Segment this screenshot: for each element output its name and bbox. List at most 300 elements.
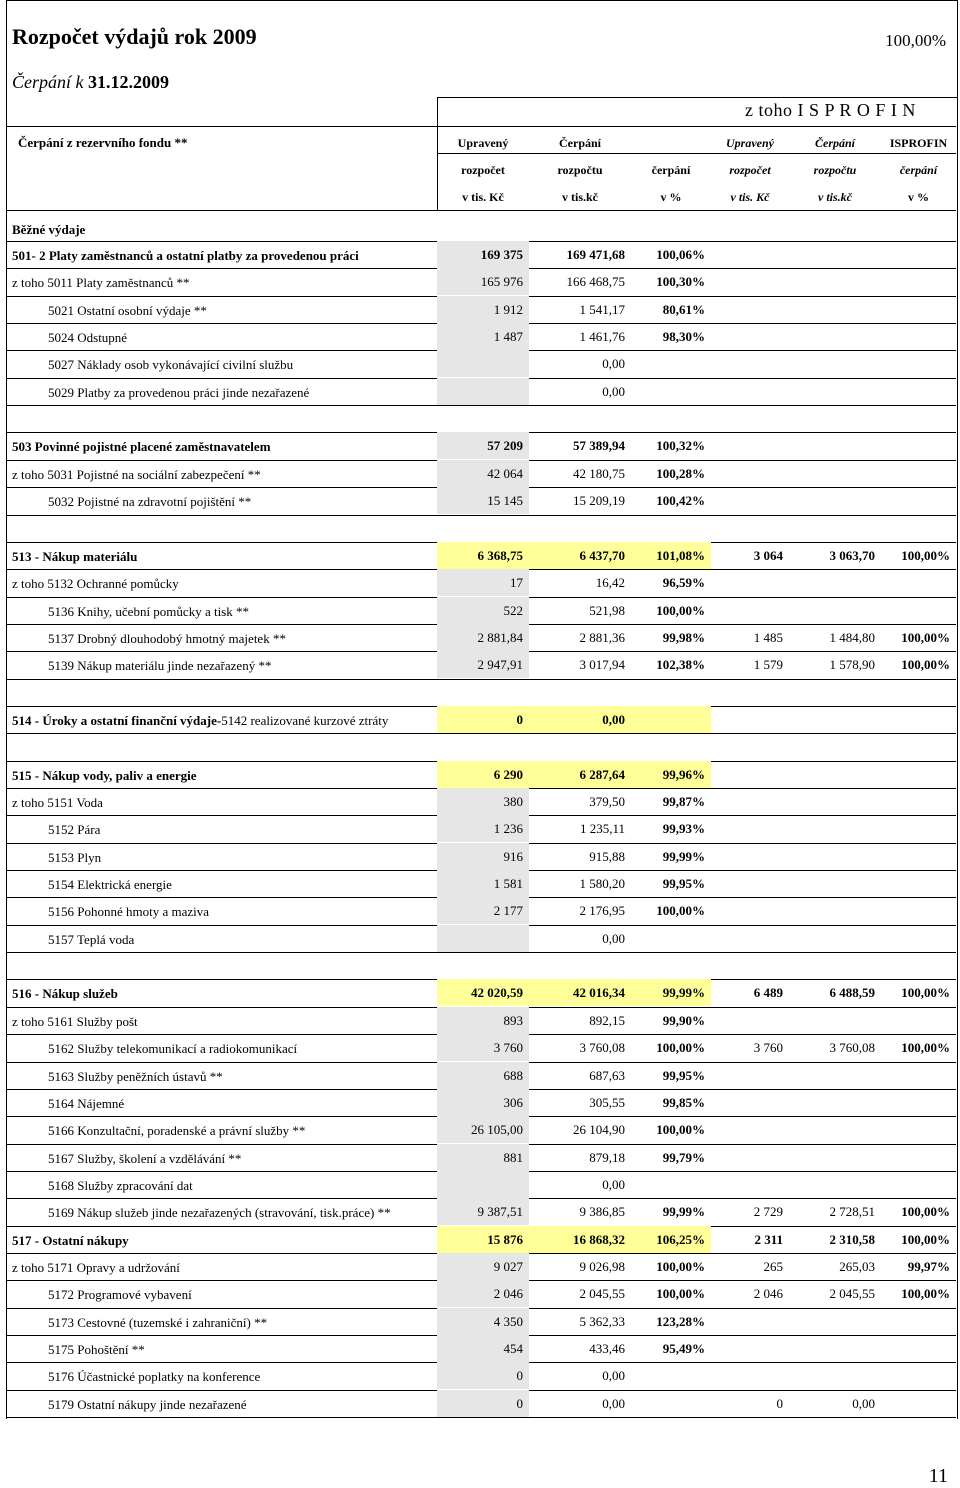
cell-c2: 26 104,90 xyxy=(573,1122,625,1137)
cell-c3 xyxy=(631,350,711,377)
cell-c1 xyxy=(437,1171,529,1198)
row-label-text: 5169 Nákup služeb jinde nezařazených (stravování, tisk.práce) ** xyxy=(48,1205,391,1220)
table-row xyxy=(6,925,956,952)
cell-c2: 15 209,19 xyxy=(573,493,625,508)
row-label-text: 5157 Teplá voda xyxy=(48,932,135,947)
row-label xyxy=(48,1178,193,1194)
row-label-text: 5137 Drobný dlouhodobý hmotný majetek ** xyxy=(48,631,286,646)
table-row xyxy=(6,1390,956,1417)
row-label xyxy=(12,248,359,264)
cell-c5 xyxy=(789,925,881,952)
cell-c3: 100,32% xyxy=(656,438,705,453)
table-row xyxy=(6,378,956,405)
cell-c1: 17 xyxy=(437,569,529,596)
table-row xyxy=(6,815,956,842)
cell-c1: 1 912 xyxy=(437,296,529,323)
cell-c2: 6 287,64 xyxy=(529,761,631,788)
table-row xyxy=(6,268,956,295)
cell-c1: 169 375 xyxy=(437,241,529,268)
row-label xyxy=(12,1014,138,1030)
cell-c1: 9 387,51 xyxy=(437,1198,529,1225)
cell-c1: 6 368,75 xyxy=(437,542,529,569)
cell-c1: 306 xyxy=(437,1089,529,1116)
cell-c5: 2 310,58 xyxy=(829,1232,875,1247)
cell-c6 xyxy=(881,432,956,459)
cell-c6 xyxy=(881,1308,956,1335)
reserve-label: Čerpání z rezervního fondu ** xyxy=(18,135,188,150)
cell-c6 xyxy=(881,1007,956,1034)
cell-c2: 0,00 xyxy=(602,1396,625,1411)
row-label-text: 5173 Cestovné (tuzemské i zahraniční) ** xyxy=(48,1315,268,1330)
cell-c1: 9 027 xyxy=(437,1253,529,1280)
cell-c1: 57 209 xyxy=(437,432,529,459)
cell-c3 xyxy=(631,1362,711,1389)
cell-c3: 100,30% xyxy=(656,274,705,289)
cell-c4 xyxy=(711,432,789,459)
table-row xyxy=(6,870,956,897)
row-divider xyxy=(6,679,956,680)
cell-c5 xyxy=(789,1335,881,1362)
cell-c6 xyxy=(881,296,956,323)
cell-c4 xyxy=(711,1362,789,1389)
cell-c4 xyxy=(711,460,789,487)
divider xyxy=(437,153,956,154)
row-divider xyxy=(6,733,956,734)
row-label-text: z toho 5161 Služby pošt xyxy=(12,1014,138,1029)
table-row xyxy=(6,1280,956,1307)
cell-c4 xyxy=(711,323,789,350)
page-number: 11 xyxy=(928,1465,948,1487)
table-row xyxy=(6,241,956,268)
row-label xyxy=(48,330,127,346)
cell-c3: 99,99% xyxy=(662,1204,705,1219)
row-label xyxy=(12,576,179,592)
cell-c5 xyxy=(789,378,881,405)
row-label-text: 5166 Konzultační, poradenské a právní služby ** xyxy=(48,1123,306,1138)
row-label xyxy=(48,303,207,319)
table-row xyxy=(6,1362,956,1389)
table-row xyxy=(6,432,956,459)
cell-c3: 101,08% xyxy=(631,542,711,569)
row-label-text: z toho 5031 Pojistné na sociální zabezpečení ** xyxy=(12,467,261,482)
cell-c5 xyxy=(789,432,881,459)
row-label xyxy=(48,1096,124,1112)
cell-c3: 100,00% xyxy=(656,903,705,918)
row-label-text: 5024 Odstupné xyxy=(48,330,128,345)
cell-c3: 98,30% xyxy=(662,329,705,344)
cell-c3: 106,25% xyxy=(631,1226,711,1253)
subtitle xyxy=(12,72,169,93)
cell-c6 xyxy=(881,1089,956,1116)
hdr-cerpani-isprofin-pct: čerpání xyxy=(899,163,938,177)
cell-c3: 99,99% xyxy=(662,849,705,864)
cell-c2: 915,88 xyxy=(589,849,625,864)
cell-c1: 15 145 xyxy=(437,487,529,514)
row-label xyxy=(12,768,197,784)
cell-c5 xyxy=(789,597,881,624)
cell-c4 xyxy=(711,843,789,870)
cell-c5 xyxy=(789,1089,881,1116)
cell-c6: 99,97% xyxy=(907,1259,950,1274)
cell-c4: 2 311 xyxy=(754,1232,783,1247)
row-divider xyxy=(6,1417,956,1418)
cell-c2: 2 176,95 xyxy=(579,903,625,918)
cell-c1: 688 xyxy=(437,1062,529,1089)
cell-c2: 0,00 xyxy=(602,356,625,371)
cell-c5 xyxy=(789,897,881,924)
row-divider xyxy=(6,515,956,516)
cell-c3 xyxy=(631,1390,711,1417)
row-label-text: 514 - Úroky a ostatní finanční výdaje- xyxy=(12,713,222,728)
cell-c5: 265,03 xyxy=(839,1259,875,1274)
table-row xyxy=(6,1116,956,1143)
cell-c4 xyxy=(711,1308,789,1335)
row-label xyxy=(12,467,261,483)
table-row xyxy=(6,651,956,678)
cell-c5 xyxy=(789,296,881,323)
cell-c1: 1 487 xyxy=(437,323,529,350)
cell-c4 xyxy=(711,241,789,268)
row-label xyxy=(48,357,293,373)
cell-c1: 380 xyxy=(437,788,529,815)
cell-c1: 15 876 xyxy=(437,1226,529,1253)
cell-c5 xyxy=(789,1144,881,1171)
table-row xyxy=(6,843,956,870)
row-label-text: 5163 Služby peněžních ústavů ** xyxy=(48,1069,223,1084)
cell-c6 xyxy=(881,1390,956,1417)
cell-c5 xyxy=(789,569,881,596)
row-label-text: z toho 5011 Platy zaměstnanců ** xyxy=(12,275,190,290)
cell-c1: 2 947,91 xyxy=(437,651,529,678)
row-label xyxy=(48,1315,267,1331)
row-label xyxy=(48,904,209,920)
cell-c4 xyxy=(711,897,789,924)
table-row xyxy=(6,1308,956,1335)
cell-c6 xyxy=(881,350,956,377)
cell-c5 xyxy=(789,460,881,487)
row-label-text: 5152 Pára xyxy=(48,822,101,837)
cell-c1: 522 xyxy=(437,597,529,624)
cell-c6: 100,00% xyxy=(901,630,950,645)
cell-c1: 42 064 xyxy=(437,460,529,487)
row-label xyxy=(48,850,101,866)
row-label-text: 5176 Účastnické poplatky na konference xyxy=(48,1369,261,1384)
cell-c1: 2 177 xyxy=(437,897,529,924)
cell-c3: 99,87% xyxy=(662,794,705,809)
cell-c2: 1 235,11 xyxy=(579,821,625,836)
row-label xyxy=(12,439,271,455)
cell-c6: 100,00% xyxy=(901,1286,950,1301)
row-label-text: 5164 Nájemné xyxy=(48,1096,125,1111)
cell-c2: 0,00 xyxy=(529,706,631,733)
row-label-text: 5167 Služby, školení a vzdělávání ** xyxy=(48,1151,242,1166)
cell-c6 xyxy=(881,870,956,897)
row-label xyxy=(48,1205,391,1221)
cell-c1: 0 xyxy=(437,706,529,733)
row-label xyxy=(12,275,190,291)
cell-c3: 100,00% xyxy=(656,1286,705,1301)
cell-c6 xyxy=(881,761,956,788)
row-label xyxy=(48,385,309,401)
cell-c1: 3 760 xyxy=(437,1034,529,1061)
row-label xyxy=(48,1342,145,1358)
row-label xyxy=(48,1041,297,1057)
cell-c1: 2 881,84 xyxy=(437,624,529,651)
cell-c5 xyxy=(789,843,881,870)
cell-c4 xyxy=(711,597,789,624)
cell-c5 xyxy=(789,323,881,350)
cell-c4: 3 760 xyxy=(753,1040,783,1055)
row-label-text: 5175 Pohoštění ** xyxy=(48,1342,145,1357)
table-row xyxy=(6,1226,956,1253)
cell-c6 xyxy=(881,597,956,624)
cell-c4: 1 485 xyxy=(753,630,783,645)
cell-c3: 100,00% xyxy=(656,1122,705,1137)
cell-c2: 9 026,98 xyxy=(579,1259,625,1274)
cell-c4 xyxy=(711,1116,789,1143)
hdr-rozpoctu-isprofin: rozpočtu xyxy=(813,163,857,177)
row-label-text: 517 - Ostatní nákupy xyxy=(12,1233,129,1248)
hdr-isprofin: ISPROFIN xyxy=(889,136,948,150)
cell-c4 xyxy=(711,268,789,295)
cell-c4 xyxy=(711,788,789,815)
cell-c4 xyxy=(711,487,789,514)
row-label xyxy=(48,604,249,620)
row-label xyxy=(12,986,118,1002)
cell-c1: 1 236 xyxy=(437,815,529,842)
cell-c6 xyxy=(881,1116,956,1143)
cell-c5 xyxy=(789,815,881,842)
cell-c3: 102,38% xyxy=(656,657,705,672)
cell-c4 xyxy=(711,1062,789,1089)
row-label-text: 5032 Pojistné na zdravotní pojištění ** xyxy=(48,494,252,509)
cell-c3: 99,95% xyxy=(662,876,705,891)
cell-c2: 2 881,36 xyxy=(579,630,625,645)
hdr-unit-5: v tis.kč xyxy=(818,190,852,204)
cell-c6 xyxy=(881,378,956,405)
cell-c5 xyxy=(789,487,881,514)
cell-c5: 1 578,90 xyxy=(829,657,875,672)
cell-c1: 4 350 xyxy=(437,1308,529,1335)
cell-c4 xyxy=(711,1007,789,1034)
cell-c3: 99,85% xyxy=(662,1095,705,1110)
hdr-rozpoctu: rozpočtu xyxy=(557,163,603,177)
cell-c4 xyxy=(711,706,789,733)
cell-c4: 6 489 xyxy=(753,985,783,1000)
cell-c5 xyxy=(789,761,881,788)
row-label xyxy=(12,795,103,811)
cell-c6 xyxy=(881,460,956,487)
cell-c2: 433,46 xyxy=(589,1341,625,1356)
cell-c2: 3 017,94 xyxy=(579,657,625,672)
cell-c3: 96,59% xyxy=(662,575,705,590)
cell-c5: 1 484,80 xyxy=(829,630,875,645)
cell-c6 xyxy=(881,815,956,842)
cell-c5 xyxy=(789,350,881,377)
cell-c3 xyxy=(631,378,711,405)
cell-c5: 3 063,70 xyxy=(829,548,875,563)
table-row xyxy=(6,1062,956,1089)
cell-c3: 100,42% xyxy=(656,493,705,508)
cell-c5: 0,00 xyxy=(852,1396,875,1411)
cell-c2: 166 468,75 xyxy=(566,274,625,289)
cell-c1: 881 xyxy=(437,1144,529,1171)
cell-c4: 0 xyxy=(776,1396,783,1411)
cell-c5 xyxy=(789,1362,881,1389)
hdr-unit-4: v tis. Kč xyxy=(730,190,770,204)
divider xyxy=(6,210,956,211)
cell-c4 xyxy=(711,815,789,842)
row-label xyxy=(48,822,100,838)
cell-c6 xyxy=(881,1062,956,1089)
cell-c5 xyxy=(789,706,881,733)
row-divider xyxy=(6,405,956,406)
cell-c2: 379,50 xyxy=(589,794,625,809)
cell-c1: 1 581 xyxy=(437,870,529,897)
cell-c5 xyxy=(789,1007,881,1034)
row-label-text: 5027 Náklady osob vykonávající civilní službu xyxy=(48,357,294,372)
z-toho-isprofin: z toho I S P R O F I N xyxy=(745,100,916,120)
cell-c1: 42 020,59 xyxy=(437,979,529,1006)
cell-c5 xyxy=(789,268,881,295)
row-label-text: 5139 Nákup materiálu jinde nezařazený ** xyxy=(48,658,272,673)
cell-c6: 100,00% xyxy=(901,1232,950,1247)
row-label-text: 5153 Plyn xyxy=(48,850,102,865)
cell-c6 xyxy=(881,1335,956,1362)
row-label-text: 5021 Ostatní osobní výdaje ** xyxy=(48,303,207,318)
cell-c6: 100,00% xyxy=(901,1204,950,1219)
cell-c3 xyxy=(631,706,711,733)
table-row xyxy=(6,1089,956,1116)
cell-c3: 99,99% xyxy=(631,979,711,1006)
row-label xyxy=(12,713,388,729)
cell-c5 xyxy=(789,241,881,268)
hdr-unit-1: v tis. Kč xyxy=(462,190,504,204)
cell-c1: 454 xyxy=(437,1335,529,1362)
cell-c5 xyxy=(789,1062,881,1089)
cell-c6 xyxy=(881,241,956,268)
cell-c3: 95,49% xyxy=(662,1341,705,1356)
cell-c5: 2 045,55 xyxy=(829,1286,875,1301)
cell-c6 xyxy=(881,788,956,815)
cell-c2: 42 016,34 xyxy=(529,979,631,1006)
cell-c6 xyxy=(881,569,956,596)
cell-c2: 305,55 xyxy=(589,1095,625,1110)
cell-c6: 100,00% xyxy=(901,548,950,563)
cell-c5: 2 728,51 xyxy=(829,1204,875,1219)
table-row xyxy=(6,350,956,377)
cell-c6 xyxy=(881,268,956,295)
table-row xyxy=(6,979,956,1006)
row-label xyxy=(48,1287,192,1303)
table-row xyxy=(6,1171,956,1198)
divider xyxy=(6,126,956,127)
cell-c4 xyxy=(711,761,789,788)
subtitle-date: 31.12.2009 xyxy=(88,72,169,92)
cell-c2: 687,63 xyxy=(589,1068,625,1083)
row-label xyxy=(48,1069,223,1085)
cell-c3: 80,61% xyxy=(662,302,705,317)
row-label-text: z toho 5132 Ochranné pomůcky xyxy=(12,576,179,591)
cell-c3: 100,06% xyxy=(656,247,705,262)
cell-c2: 16,42 xyxy=(595,575,625,590)
row-label xyxy=(48,877,172,893)
table-row xyxy=(6,897,956,924)
table-row xyxy=(6,1144,956,1171)
cell-c1 xyxy=(437,925,529,952)
cell-c2: 0,00 xyxy=(602,1177,625,1192)
page-title: Rozpočet výdajů rok 2009 xyxy=(12,24,257,49)
cell-c2: 57 389,94 xyxy=(573,438,625,453)
cell-c4 xyxy=(711,925,789,952)
cell-c3: 100,00% xyxy=(656,603,705,618)
cell-c2: 0,00 xyxy=(602,1368,625,1383)
table-row xyxy=(6,569,956,596)
cell-c1: 0 xyxy=(437,1362,529,1389)
cell-c6 xyxy=(881,706,956,733)
cell-c1: 0 xyxy=(437,1390,529,1417)
hdr-unit-3: v % xyxy=(660,190,682,204)
row-label-suffix: 5142 realizované kurzové ztráty xyxy=(221,713,389,728)
cell-c6: 100,00% xyxy=(901,985,950,1000)
cell-c4: 2 729 xyxy=(753,1204,783,1219)
cell-c1: 2 046 xyxy=(437,1280,529,1307)
row-label-text: 5136 Knihy, učební pomůcky a tisk ** xyxy=(48,604,249,619)
cell-c1: 916 xyxy=(437,843,529,870)
cell-c6: 100,00% xyxy=(901,1040,950,1055)
table-row xyxy=(6,487,956,514)
table-row xyxy=(6,1198,956,1225)
cell-c6 xyxy=(881,1362,956,1389)
cell-c3 xyxy=(631,925,711,952)
row-label-text: 503 Povinné pojistné placené zaměstnavatelem xyxy=(12,439,271,454)
cell-c4 xyxy=(711,1144,789,1171)
cell-c2: 1 580,20 xyxy=(579,876,625,891)
row-label-text: z toho 5151 Voda xyxy=(12,795,103,810)
row-label-text: z toho 5171 Opravy a udržování xyxy=(12,1260,180,1275)
cell-c1: 6 290 xyxy=(437,761,529,788)
table-row xyxy=(6,1335,956,1362)
cell-c1: 165 976 xyxy=(437,268,529,295)
cell-c3: 100,00% xyxy=(656,1040,705,1055)
cell-c4 xyxy=(711,1335,789,1362)
cell-c2: 0,00 xyxy=(602,931,625,946)
section-label: Běžné výdaje xyxy=(12,222,86,237)
cell-c4 xyxy=(711,870,789,897)
row-label-text: 513 - Nákup materiálu xyxy=(12,549,138,564)
cell-c2: 5 362,33 xyxy=(579,1314,625,1329)
row-label xyxy=(12,549,137,565)
cell-c2: 892,15 xyxy=(589,1013,625,1028)
cell-c6 xyxy=(881,487,956,514)
cell-c2: 1 461,76 xyxy=(579,329,625,344)
cell-c2: 3 760,08 xyxy=(579,1040,625,1055)
cell-c5 xyxy=(789,1308,881,1335)
hdr-cerpani-pct: čerpání xyxy=(651,163,691,177)
row-label xyxy=(48,1151,241,1167)
cell-c2: 0,00 xyxy=(602,384,625,399)
cell-c3: 123,28% xyxy=(656,1314,705,1329)
table-row xyxy=(6,460,956,487)
hdr-upraveny-isprofin: Upravený xyxy=(726,136,774,150)
row-label xyxy=(48,1123,305,1139)
cell-c5 xyxy=(789,1116,881,1143)
cell-c4 xyxy=(711,1089,789,1116)
cell-c1: 893 xyxy=(437,1007,529,1034)
cell-c4 xyxy=(711,296,789,323)
row-label xyxy=(48,631,286,647)
hdr-rozpocet: rozpočet xyxy=(461,163,505,177)
